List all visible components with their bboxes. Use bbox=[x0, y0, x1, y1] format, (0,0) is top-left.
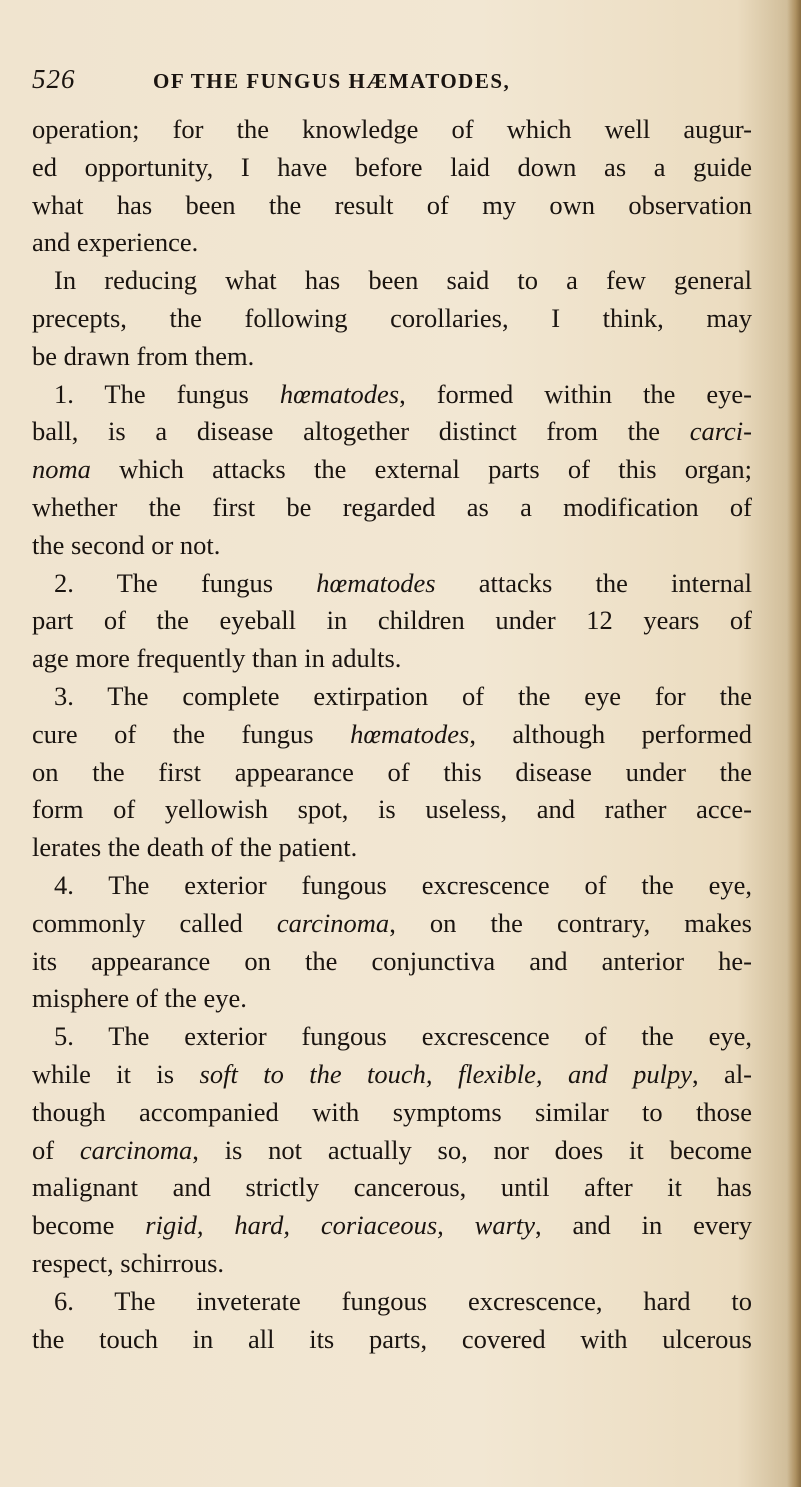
italic-term: hœmatodes bbox=[350, 718, 470, 749]
italic-term: carcinoma bbox=[276, 907, 390, 938]
line-text-after: , although performed bbox=[469, 718, 752, 749]
line-text: part of the eyeball in children under 12 years of bbox=[32, 605, 752, 636]
text-line bbox=[32, 1132, 752, 1170]
line-text: 4. The exterior fungous excrescence of the eye, bbox=[54, 869, 752, 900]
text-line bbox=[32, 1245, 752, 1283]
text-line bbox=[32, 716, 752, 754]
line-text: lerates the death of the patient. bbox=[32, 832, 358, 863]
line-text: precepts, the following corollaries, I think, may bbox=[32, 302, 752, 333]
text-line bbox=[32, 413, 752, 451]
line-text-after: , is not actually so, nor does it become bbox=[192, 1134, 752, 1165]
italic-term: carcinoma bbox=[79, 1134, 193, 1165]
line-text: cure of the fungus bbox=[32, 718, 351, 749]
text-line bbox=[32, 187, 752, 225]
text-line bbox=[32, 224, 752, 262]
text-line bbox=[32, 1056, 752, 1094]
line-text-after: which attacks the external parts of this organ; bbox=[90, 454, 752, 485]
text-line bbox=[32, 678, 752, 716]
running-head: OF THE FUNGUS HÆMATODES, bbox=[153, 69, 511, 93]
text-line bbox=[32, 300, 752, 338]
text-line bbox=[32, 111, 752, 149]
line-text: ball, is a disease altogether distinct from the bbox=[32, 416, 690, 447]
italic-term: soft to the touch, flexible, and pulpy bbox=[199, 1058, 693, 1089]
line-text: ed opportunity, I have before laid down as a guide bbox=[32, 151, 752, 182]
text-line bbox=[32, 376, 752, 414]
line-text: whether the first be regarded as a modification of bbox=[32, 491, 752, 522]
line-text: while it is bbox=[32, 1058, 200, 1089]
line-text-after: , al- bbox=[692, 1058, 753, 1089]
line-text: operation; for the knowledge of which well augur- bbox=[32, 114, 752, 144]
italic-term: hœmatodes bbox=[316, 567, 436, 598]
text-line bbox=[32, 754, 752, 792]
text-line bbox=[32, 565, 752, 603]
text-line bbox=[32, 149, 752, 187]
page-edge-shadow bbox=[787, 0, 801, 1487]
line-text: its appearance on the conjunctiva and anterior he- bbox=[32, 945, 752, 976]
line-text-after: , and in every bbox=[535, 1210, 752, 1241]
italic-term: rigid, hard, coriaceous, warty bbox=[145, 1210, 536, 1241]
page-number: 526 bbox=[32, 64, 76, 94]
line-text-after: , on the contrary, makes bbox=[389, 907, 752, 938]
page-header bbox=[32, 64, 752, 104]
text-line bbox=[32, 489, 752, 527]
text-line bbox=[32, 262, 752, 300]
line-text: form of yellowish spot, is useless, and rather acce- bbox=[32, 794, 752, 825]
line-text: commonly called bbox=[32, 907, 277, 938]
line-text: 3. The complete extirpation of the eye for the bbox=[54, 680, 752, 711]
line-text: age more frequently than in adults. bbox=[32, 643, 402, 674]
line-text: and experience. bbox=[32, 227, 199, 258]
line-text: of bbox=[32, 1134, 80, 1165]
text-line bbox=[32, 867, 752, 905]
line-text: on the first appearance of this disease under the bbox=[32, 756, 752, 787]
line-text: be drawn from them. bbox=[32, 340, 255, 371]
line-text: become bbox=[32, 1210, 146, 1241]
italic-term: noma bbox=[32, 454, 91, 485]
line-text: 6. The inveterate fungous excrescence, hard to bbox=[54, 1285, 752, 1316]
line-text: the second or not. bbox=[32, 529, 221, 560]
line-text-after: attacks the internal bbox=[435, 567, 752, 598]
line-text: 2. The fungus bbox=[54, 567, 317, 598]
italic-term: carci- bbox=[689, 416, 752, 447]
text-line bbox=[32, 338, 752, 376]
line-text: In reducing what has been said to a few general bbox=[54, 265, 752, 296]
text-line bbox=[32, 980, 752, 1018]
line-text: malignant and strictly cancerous, until after it has bbox=[32, 1172, 752, 1203]
line-text: 1. The fungus bbox=[54, 378, 280, 409]
line-text-after: , formed within the eye- bbox=[399, 378, 752, 409]
text-line bbox=[32, 1207, 752, 1245]
text-line bbox=[32, 602, 752, 640]
line-text: misphere of the eye. bbox=[32, 983, 247, 1014]
text-line bbox=[32, 943, 752, 981]
text-line bbox=[32, 829, 752, 867]
text-line bbox=[32, 1094, 752, 1132]
text-line bbox=[32, 905, 752, 943]
line-text: respect, schirrous. bbox=[32, 1247, 225, 1278]
text-line bbox=[32, 451, 752, 489]
italic-term: hœmatodes bbox=[279, 378, 400, 409]
text-line bbox=[32, 1321, 752, 1359]
body-text bbox=[32, 111, 752, 1358]
text-line bbox=[32, 791, 752, 829]
line-text: what has been the result of my own observation bbox=[32, 189, 752, 220]
text-line bbox=[32, 1018, 752, 1056]
text-line bbox=[32, 1169, 752, 1207]
line-text: 5. The exterior fungous excrescence of the eye, bbox=[54, 1021, 752, 1052]
line-text: the touch in all its parts, covered with ulcerous bbox=[32, 1323, 752, 1354]
text-line bbox=[32, 1283, 752, 1321]
text-line bbox=[32, 527, 752, 565]
text-line bbox=[32, 640, 752, 678]
line-text: though accompanied with symptoms similar to those bbox=[32, 1096, 752, 1127]
